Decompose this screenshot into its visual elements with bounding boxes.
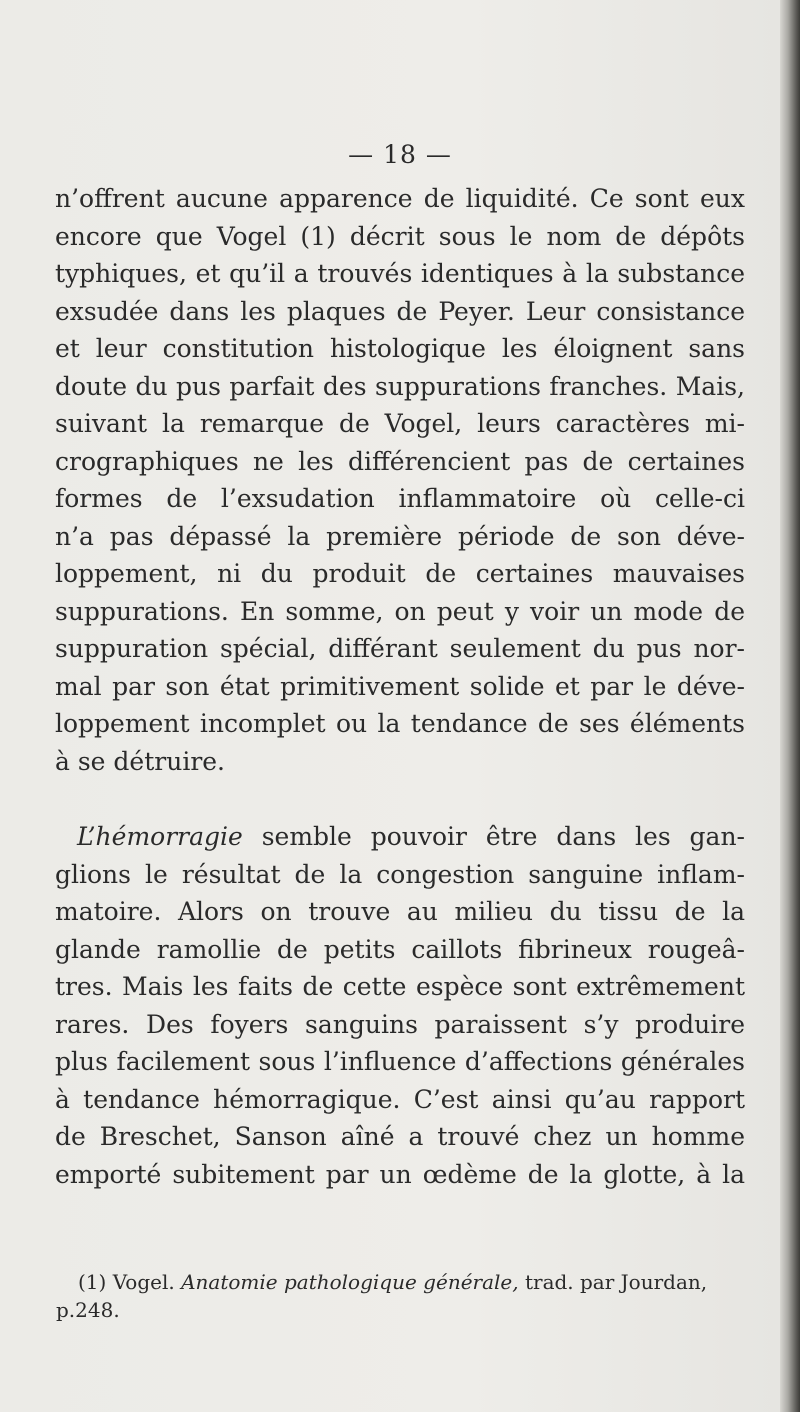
text-line: loppement incomplet ou la tendance de ses éléments — [55, 709, 745, 738]
text-line: mal par son état primitivement solide et par le déve- — [55, 671, 745, 701]
text-line: typhiques, et qu’il a trouvés identiques à la substance — [55, 259, 745, 288]
page-number: — 18 — — [348, 140, 452, 169]
text-line: matoire. Alors on trouve au milieu du tissu de la — [55, 897, 745, 926]
paragraph-gap — [55, 780, 745, 818]
text-line: et leur constitution histologique les éloignent sans — [55, 334, 745, 363]
footnote-title: Anatomie pathologique générale, — [181, 1270, 519, 1294]
text-line: de Breschet, Sanson aîné a trouvé chez un homme — [55, 1122, 745, 1151]
book-page-edge — [780, 0, 800, 1412]
text-line: glions le résultat de la congestion sanguine inflam- — [55, 859, 745, 889]
text-line: formes de l’exsudation inflammatoire où celle-ci — [55, 484, 745, 513]
text-line: suivant la remarque de Vogel, leurs caractères mi- — [55, 409, 745, 438]
body-text — [55, 180, 745, 1193]
footnote — [56, 1268, 748, 1324]
text-line: à se détruire. — [55, 746, 226, 776]
text-line: tres. Mais les faits de cette espèce sont extrêmement — [55, 972, 745, 1001]
footnote-marker: (1) Vogel. — [78, 1270, 182, 1294]
footnote-line-1 — [78, 1268, 748, 1296]
text-line: exsudée dans les plaques de Peyer. Leur consistance — [55, 296, 745, 326]
text-line: encore que Vogel (1) décrit sous le nom de dépôts — [55, 221, 745, 251]
text-line-rest: semble pouvoir être dans les gan- — [242, 822, 745, 851]
text-line: doute du pus parfait des suppurations franches. Mais, — [55, 371, 745, 401]
italic-term: L’hémorragie — [77, 822, 243, 851]
text-line: suppuration spécial, différant seulement du pus nor- — [55, 634, 745, 663]
paragraph-2 — [55, 818, 745, 1193]
text-line: glande ramollie de petits caillots fibrineux rougeâ- — [55, 934, 745, 964]
text-line: n’a pas dépassé la première période de son déve- — [55, 521, 745, 551]
text-line-first — [55, 818, 745, 856]
footnote-rest: trad. par Jourdan, — [518, 1270, 708, 1294]
text-line: loppement, ni du produit de certaines mauvaises — [55, 559, 745, 588]
text-line: n’offrent aucune apparence de liquidité. Ce sont eux — [55, 184, 745, 213]
text-line: crographiques ne les différencient pas de certaines — [55, 446, 745, 476]
text-line: plus facilement sous l’influence d’affections générales — [55, 1047, 745, 1076]
text-line: rares. Des foyers sanguins paraissent s’y produire — [55, 1009, 745, 1039]
text-line: emporté subitement par un œdème de la glotte, à la — [55, 1159, 745, 1189]
text-line: suppurations. En somme, on peut y voir un mode de — [55, 596, 745, 626]
paragraph-1 — [55, 180, 745, 780]
text-line: à tendance hémorragique. C’est ainsi qu’au rapport — [55, 1084, 745, 1114]
footnote-line-2: p.248. — [56, 1298, 120, 1322]
